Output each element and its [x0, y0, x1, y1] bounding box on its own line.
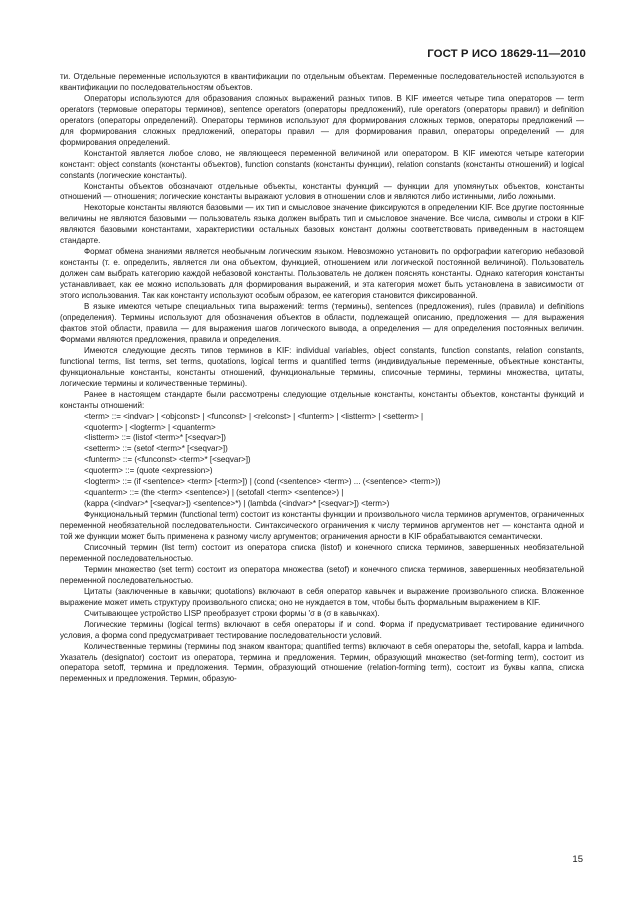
grammar-line: <quoterm> ::= (quote <expression>) — [84, 466, 213, 476]
page-number: 15 — [572, 854, 583, 865]
document-body — [60, 72, 584, 685]
grammar-line: <logterm> ::= (if <sentence> <term> [<term>]) | (cond (<sentence> <term>) ... (<sentence> <term>)) — [84, 477, 441, 487]
grammar-line: <term> ::= <indvar> | <objconst> | <funconst> | <relconst> | <funterm> | <listterm> | <setterm> | — [84, 411, 424, 421]
grammar-line: <setterm> ::= (setof <term>* [<seqvar>]) — [84, 444, 228, 454]
paragraph: Считывающее устройство LISP преобразует строки формы 'σ в (σ в кавычках). — [84, 608, 380, 618]
paragraph: В языке имеются четыре специальных типа выражений: terms (термины), sentences (предложения), rules (правила) и definitions (определения). Термины используют для обозначения объектов в области, подлежащей описанию, предложения — для выражения фактов этой области, правила — для выражения шагов логического вывода, а определения — для определения постоянных величин. Формами являются предложения, правила и определения. — [60, 302, 584, 344]
paragraph: ти. Отдельные переменные используются в квантификации по отдельным объектам. Переменные последовательностей используются в квантификации по последовательностям объектов. — [60, 72, 584, 92]
paragraph: Имеются следующие десять типов терминов в KIF: individual variables, object constants, function constants, relation constants, functional terms, list terms, set terms, quotations, logical terms и quantified terms (индивидуальные переменные, объектные константы, функциональные константы, константы отношений, функциональные термины, списочные термины, термины множества, цитаты, логические термины и количественные термины). — [60, 345, 584, 388]
paragraph: Термин множество (set term) состоит из оператора множества (setof) и конечного списка терминов, завершенных необязательной переменной последовательностью. — [60, 564, 584, 585]
grammar-line: <funterm> ::= (<funconst> <term>* [<seqvar>]) — [84, 455, 251, 465]
grammar-line: (kappa (<indvar>* [<seqvar>]) <sentence>*) | (lambda (<indvar>* [<seqvar>]) <term>) — [84, 499, 390, 509]
paragraph: Логические термины (logical terms) включают в себя операторы if и cond. Форма if предусматривает тестирование единичного условия, а форма cond предусматривает тестирование последовательности условий. — [60, 619, 584, 640]
grammar-line: <quanterm> ::= (the <term> <sentence>) | (setofall <term> <sentence>) | — [84, 488, 344, 498]
paragraph: Списочный термин (list term) состоит из оператора списка (listof) и конечного списка терминов, завершенных необязательной переменной последовательностью. — [60, 542, 584, 563]
paragraph: Функциональный термин (functional term) состоит из константы функции и произвольного числа терминов аргументов, ограниченных переменной необязательной последовательности. Синтаксического ограничения к числу терминов аргументов нет — константа одной и той же функции может быть применена к разному числу аргументов; ограничения арности в KIF обрабатываются семантически. — [60, 510, 584, 542]
paragraph: Ранее в настоящем стандарте были рассмотрены следующие отдельные константы, константы объектов, константы функций и константы отношений: — [60, 389, 584, 410]
standard-header: ГОСТ Р ИСО 18629-11—2010 — [427, 48, 586, 60]
paragraph: Константой является любое слово, не являющееся переменной величиной или оператором. В KIF имеются четыре категории констант: object constants (константы объектов), function constants (константы функции), relation constants (константы отношений) и logical constants (логические константы). — [60, 148, 584, 180]
paragraph: Формат обмена знаниями является необычным логическим языком. Невозможно установить по орфографии категорию небазовой константы (т. е. определить, является ли она объектом, функцией, отношением или логической постоянной величиной). Пользователь должен сам выбрать категорию каждой небазовой константы. Пользователь не должен пояснять константы. Однако категория константы устанавливает, как ее можно использовать для формирования выражений, и эта категория может быть установлена в зависимости от этого использования. Так как константу используют особым образом, ее категория становится фиксированной. — [60, 247, 584, 301]
paragraph: Некоторые константы являются базовыми — их тип и смысловое значение фиксируются в определении KIF. Все другие постоянные величины не являются базовыми — пользователь языка должен выбрать тип и смысловое значение. Все числа, символы и строки в KIF являются базовыми константами, характеристики остальных базовых констант должны соответствовать приведенным в настоящем стандарте. — [60, 203, 584, 246]
grammar-line: <quoterm> | <logterm> | <quanterm> — [84, 422, 216, 432]
paragraph: Константы объектов обозначают отдельные объекты, константы функций — функции для упомянутых объектов, константы отношений — отношения; логические константы выражают условия в отношении слов и являются либо истинными, либо ложными. — [60, 181, 584, 202]
paragraph: Количественные термины (термины под знаком квантора; quantified terms) включают в себя операторы the, setofall, kappa и lambda. Указатель (designator) состоит из оператора, термина и предложения. Термин, образующий множество (set-forming term), состоит из оператора setoff, термина и предложения. Термин, образующий отношение (relation-forming term), состоит из буквы каппа, списка переменных и предложения. Термин, образую- — [60, 641, 584, 684]
paragraph: Цитаты (заключенные в кавычки; quotations) включают в себя оператор кавычек и выражение произвольного списка. Вложенное выражение может иметь структуру произвольного списка; оно не нуждается в том, чтобы быть формальным выражением в KIF. — [60, 586, 584, 607]
paragraph: Операторы используются для образования сложных выражений разных типов. В KIF имеется четыре типа операторов — term operators (термовые операторы терминов), sentence operators (операторы предложений), rule operators (операторы правил) и definition operators (операторы определений). Операторы терминов используют для формирования сложных термов, операторы предложений — для формирования сложных предложений, операторы правил — для формирования правил, операторы определений — для формирования определений. — [60, 93, 584, 147]
grammar-line: <listterm> ::= (listof <term>* [<seqvar>]) — [84, 433, 226, 443]
